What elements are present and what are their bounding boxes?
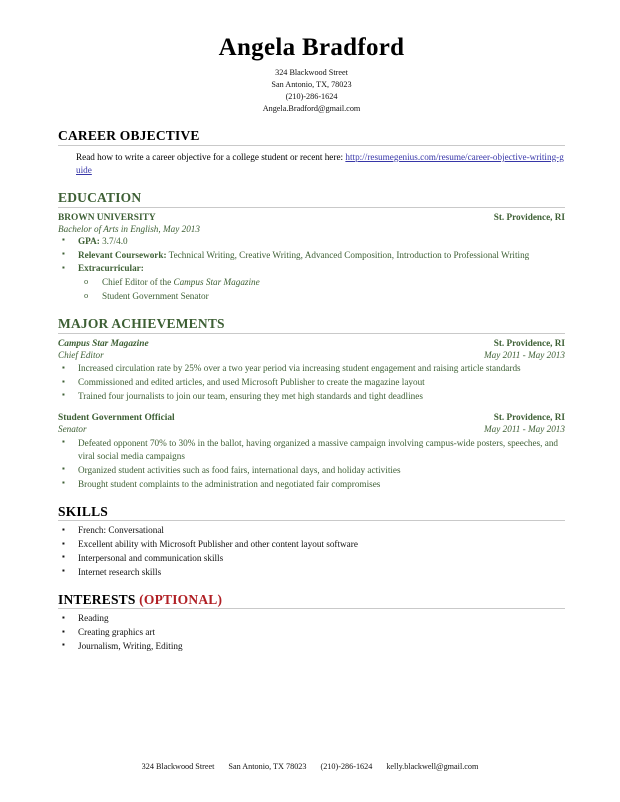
- sub-bullet-text: Chief Editor of the: [102, 277, 174, 288]
- education-school-row: [58, 212, 565, 224]
- section-heading-major-achievements: MAJOR ACHIEVEMENTS: [58, 316, 565, 334]
- career-objective-lead: Read how to write a career objective for a college student or recent here:: [76, 151, 346, 162]
- achievement-role: Senator: [58, 424, 87, 435]
- education-bullet-label: Relevant Coursework:: [78, 249, 167, 260]
- section-heading-interests: [58, 592, 565, 610]
- header-city-state-zip: San Antonio, TX, 78023: [271, 79, 352, 89]
- section-major-achievements: [58, 316, 565, 491]
- achievement-bullet-list: [58, 362, 565, 403]
- list-item: [58, 276, 565, 290]
- list-item: [58, 262, 565, 275]
- achievement-org-row: [58, 412, 565, 424]
- footer-email: kelly.blackwell@gmail.com: [386, 762, 479, 771]
- achievement-organization: Campus Star Magazine: [58, 338, 149, 349]
- list-item: ▪ Commissioned and edited articles, and used Microsoft Publisher to create the magazine layout: [58, 376, 565, 389]
- achievement-dates: May 2011 - May 2013: [484, 349, 565, 360]
- achievement-organization: Student Government Official: [58, 413, 175, 424]
- section-heading-education: EDUCATION: [58, 190, 565, 208]
- list-item: ▪ Interpersonal and communication skills: [58, 552, 565, 565]
- education-degree: Bachelor of Arts in English, May 2013: [58, 223, 200, 234]
- career-objective-text: [76, 151, 565, 178]
- header-street: 324 Blackwood Street: [275, 67, 348, 77]
- education-bullet-list: [58, 235, 565, 276]
- list-item: ▪ Journalism, Writing, Editing: [58, 640, 565, 653]
- sub-bullet-italic: Campus Star Magazine: [173, 277, 260, 288]
- list-item: ▪ Organized student activities such as food fairs, international days, and holiday activities: [58, 464, 565, 477]
- education-bullet-label: Extracurricular:: [78, 263, 144, 274]
- skills-list: [58, 524, 565, 579]
- list-item: [58, 249, 565, 262]
- resume-footer: [0, 762, 620, 771]
- list-item: ▪ Internet research skills: [58, 566, 565, 579]
- achievement-bullet-list: [58, 437, 565, 491]
- interests-title: INTERESTS: [58, 591, 136, 607]
- section-interests: [58, 592, 565, 653]
- education-location: St. Providence, RI: [493, 211, 565, 222]
- achievement-role-row: [58, 350, 565, 362]
- list-item: ▪ Increased circulation rate by 25% over a two year period via increasing student engagement and raising article standards: [58, 362, 565, 375]
- section-education: [58, 190, 565, 303]
- education-entry: [58, 212, 565, 303]
- section-heading-skills: SKILLS: [58, 504, 565, 522]
- list-item: ▪ Defeated opponent 70% to 30% in the ballot, having organized a massive campaign involving campus-wide posters, speeches, and viral social media campaigns: [58, 437, 565, 464]
- education-bullet-text: Technical Writing, Creative Writing, Advanced Composition, Introduction to Professional Writing: [166, 249, 530, 260]
- achievement-role-row: [58, 424, 565, 436]
- section-career-objective: [58, 128, 565, 177]
- achievement-org-row: [58, 338, 565, 350]
- list-item: [58, 235, 565, 248]
- candidate-name: Angela Bradford: [218, 34, 405, 61]
- footer-city-state-zip: San Antonio, TX 78023: [228, 762, 307, 771]
- footer-street: 324 Blackwood Street: [141, 762, 215, 771]
- list-item: [58, 290, 565, 304]
- list-item: ▪ French: Conversational: [58, 524, 565, 537]
- achievement-role: Chief Editor: [58, 349, 104, 360]
- education-bullet-label: GPA:: [78, 235, 100, 246]
- education-bullet-text: 3.7/4.0: [99, 235, 128, 246]
- header-phone: (210)-286-1624: [285, 91, 338, 101]
- education-sub-bullet-list: [58, 276, 565, 303]
- list-item: ▪ Brought student complaints to the administration and negotiated fair compromises: [58, 478, 565, 491]
- resume-genius-link[interactable]: http://resumegenius.com/resume/career-objective-writing-guide: [76, 151, 564, 175]
- list-item: ▪ Reading: [58, 612, 565, 625]
- education-school: BROWN UNIVERSITY: [58, 212, 156, 223]
- section-skills: [58, 504, 565, 579]
- achievement-location: St. Providence, RI: [493, 337, 565, 348]
- achievement-entry: [58, 338, 565, 404]
- list-item: ▪ Trained four journalists to join our team, ensuring they met high standards and tight deadlines: [58, 390, 565, 403]
- achievement-dates: May 2011 - May 2013: [484, 424, 565, 435]
- achievement-location: St. Providence, RI: [493, 412, 565, 423]
- interests-list: [58, 612, 565, 653]
- sub-bullet-text: Student Government Senator: [102, 290, 209, 301]
- achievement-entry: [58, 412, 565, 491]
- interests-optional-label: (OPTIONAL): [139, 591, 223, 607]
- list-item: ▪ Creating graphics art: [58, 626, 565, 639]
- resume-header: [58, 34, 565, 115]
- list-item: ▪ Excellent ability with Microsoft Publisher and other content layout software: [58, 538, 565, 551]
- section-heading-career-objective: CAREER OBJECTIVE: [58, 128, 565, 146]
- header-email: Angela.Bradford@gmail.com: [262, 103, 361, 113]
- footer-phone: (210)-286-1624: [320, 762, 373, 771]
